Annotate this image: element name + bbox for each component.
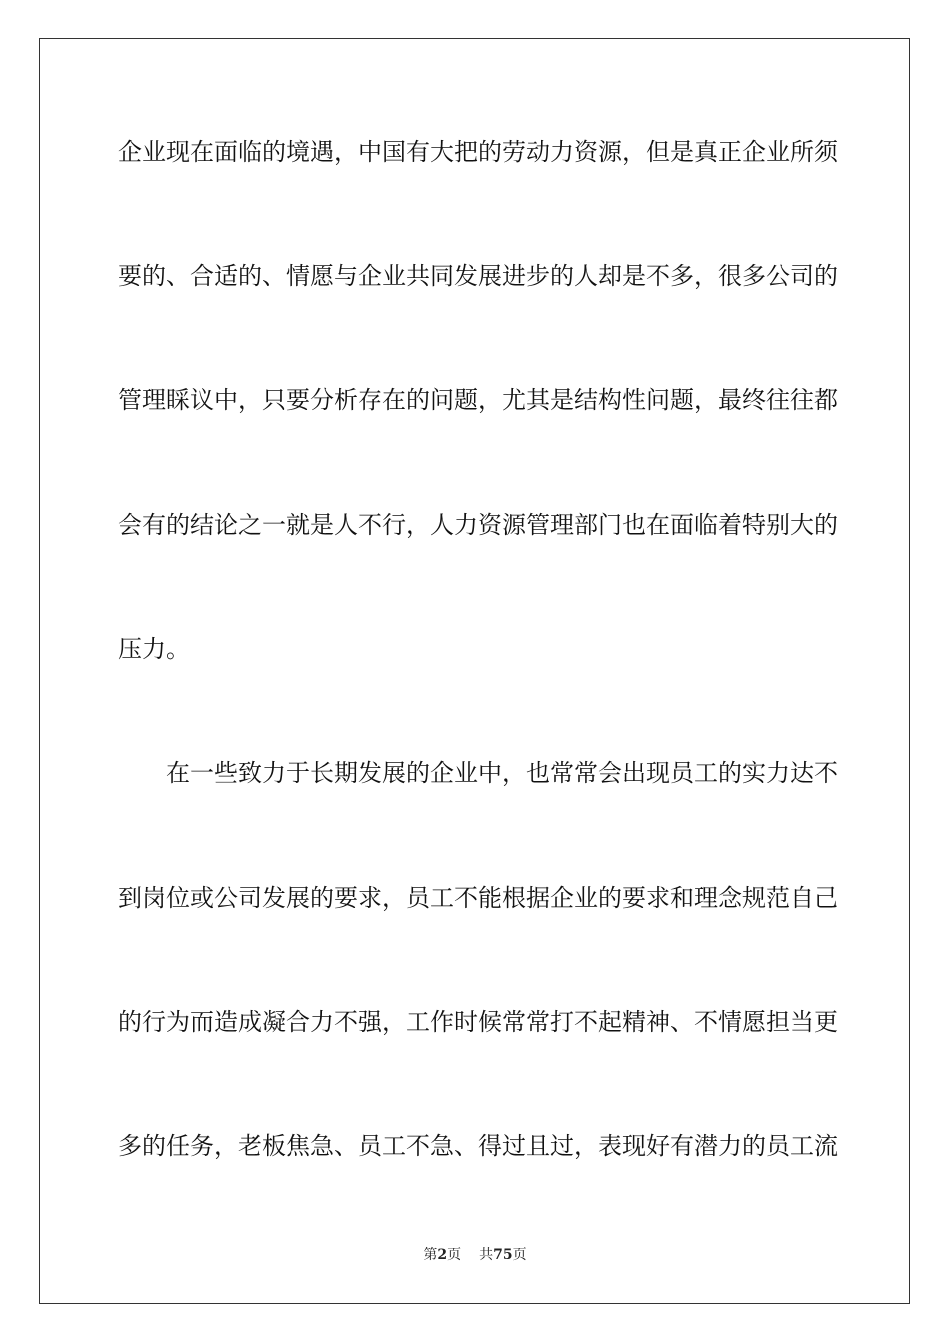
page-number: 2 <box>437 1247 448 1263</box>
paragraph-line: 企业现在面临的境遇，中国有大把的劳动力资源，但是真正企业所须 <box>118 138 838 166</box>
paragraph-line: 的行为而造成凝合力不强，工作时候常常打不起精神、不情愿担当更 <box>118 1008 838 1036</box>
total-suffix: 页 <box>512 1247 527 1263</box>
page-suffix: 页 <box>447 1247 462 1263</box>
paragraph-line: 会有的结论之一就是人不行，人力资源管理部门也在面临着特别大的 <box>118 511 838 539</box>
total-prefix: 共 <box>479 1247 494 1263</box>
page-footer <box>0 1244 950 1264</box>
page-prefix: 第 <box>423 1247 438 1263</box>
paragraph-line: 多的任务，老板焦急、员工不急、得过且过，表现好有潜力的员工流 <box>118 1132 838 1160</box>
paragraph-line: 压力。 <box>118 635 190 663</box>
paragraph-line: 要的、合适的、情愿与企业共同发展进步的人却是不多，很多公司的 <box>118 262 838 290</box>
paragraph-line: 管理睬议中，只要分析存在的问题，尤其是结构性问题，最终往往都 <box>118 386 838 414</box>
paragraph-line: 在一些致力于长期发展的企业中，也常常会出现员工的实力达不 <box>166 759 838 787</box>
paragraph-line: 到岗位或公司发展的要求，员工不能根据企业的要求和理念规范自己 <box>118 884 838 912</box>
total-pages: 75 <box>493 1247 513 1263</box>
page-frame <box>39 38 910 1304</box>
